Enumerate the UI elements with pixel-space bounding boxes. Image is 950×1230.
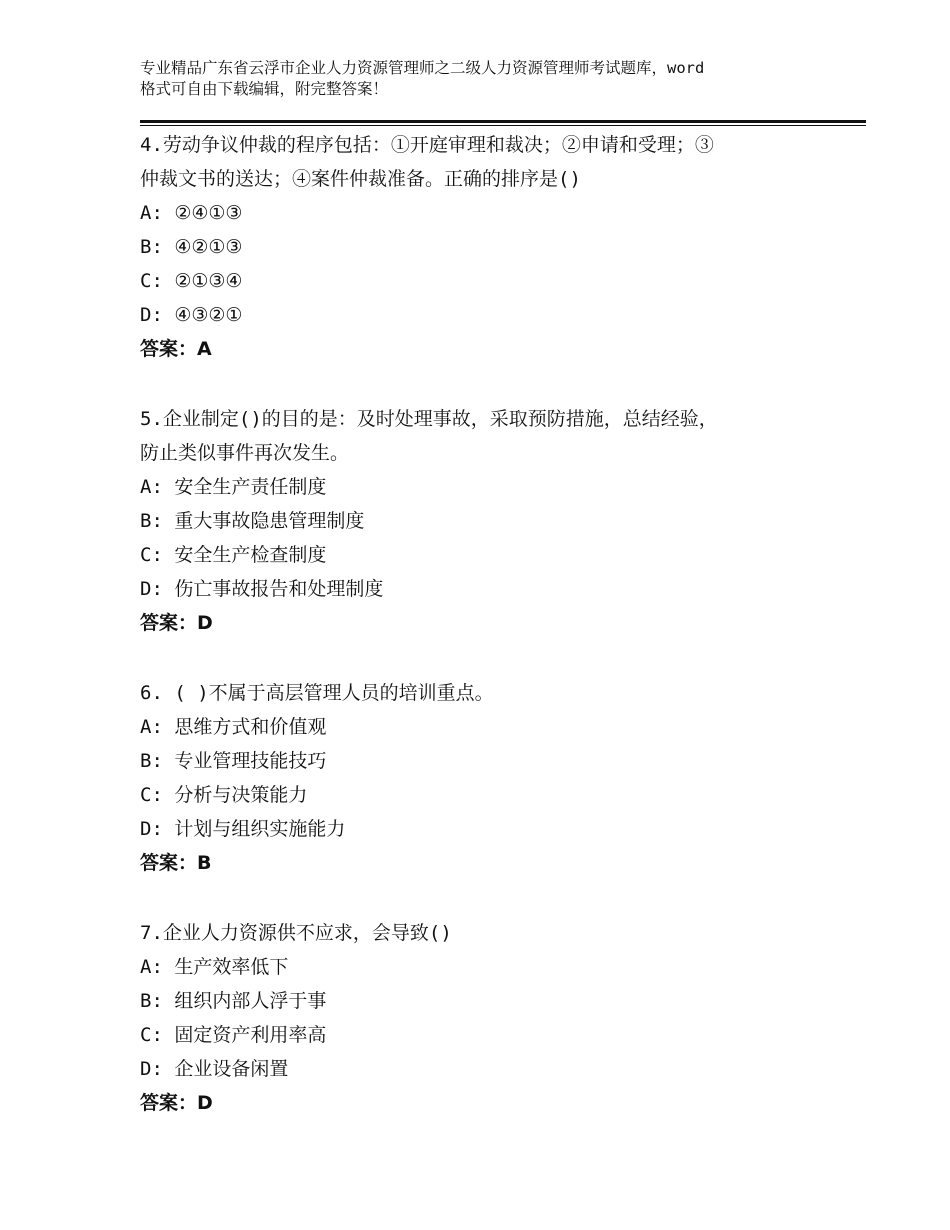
option-a: A: 安全生产责任制度 (140, 476, 327, 498)
option-b: B: 组织内部人浮于事 (140, 990, 327, 1012)
question-stem-line: 6. ( )不属于高层管理人员的培训重点。 (140, 682, 494, 704)
option-c: C: 固定资产利用率高 (140, 1024, 327, 1046)
answer-label: 答案：D (140, 612, 213, 634)
header-rule-thin (140, 125, 866, 126)
question-stem-line: 防止类似事件再次发生。 (140, 442, 350, 464)
option-d: D: 计划与组织实施能力 (140, 818, 346, 840)
option-a: A: ②④①③ (140, 202, 243, 224)
question-5 (140, 402, 840, 640)
option-a: A: 生产效率低下 (140, 956, 289, 978)
document-header (140, 58, 840, 100)
option-d: D: ④③②① (140, 304, 243, 326)
question-stem-line: 4.劳动争议仲裁的程序包括：①开庭审理和裁决；②申请和受理；③ (140, 134, 714, 156)
question-4 (140, 128, 840, 366)
option-d: D: 企业设备闲置 (140, 1058, 289, 1080)
question-6 (140, 676, 840, 880)
option-c: C: 安全生产检查制度 (140, 544, 327, 566)
answer-label: 答案：D (140, 1092, 213, 1114)
question-list (140, 128, 840, 1156)
option-d: D: 伤亡事故报告和处理制度 (140, 578, 384, 600)
option-c: C: 分析与决策能力 (140, 784, 308, 806)
header-rule-thick (140, 120, 866, 123)
header-line-1: 专业精品广东省云浮市企业人力资源管理师之二级人力资源管理师考试题库，word (140, 59, 705, 77)
question-stem-line: 5.企业制定()的目的是：及时处理事故，采取预防措施，总结经验， (140, 408, 718, 430)
option-b: B: 重大事故隐患管理制度 (140, 510, 365, 532)
option-c: C: ②①③④ (140, 270, 243, 292)
option-a: A: 思维方式和价值观 (140, 716, 327, 738)
question-stem-line: 7.企业人力资源供不应求，会导致() (140, 922, 452, 944)
answer-label: 答案：A (140, 338, 212, 360)
answer-label: 答案：B (140, 852, 212, 874)
option-b: B: 专业管理技能技巧 (140, 750, 327, 772)
question-stem-line: 仲裁文书的送达；④案件仲裁准备。正确的排序是() (140, 168, 581, 190)
header-line-2: 格式可自由下载编辑，附完整答案！ (140, 80, 389, 98)
question-7 (140, 916, 840, 1120)
option-b: B: ④②①③ (140, 236, 243, 258)
